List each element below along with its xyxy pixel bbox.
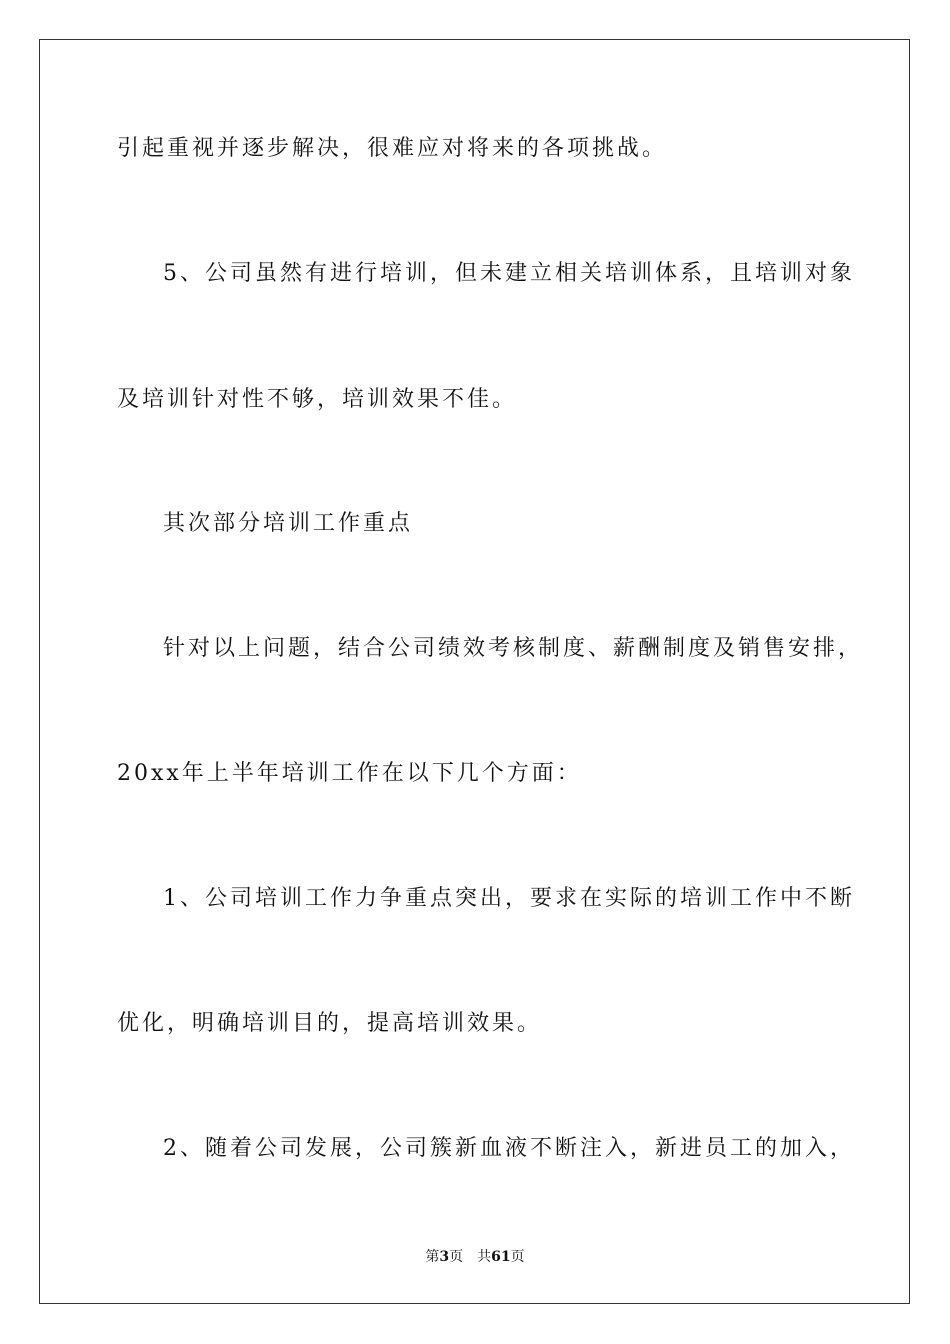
text-line-8: 优化，明确培训目的，提高培训效果。 [117,1011,543,1036]
text-line-2: 5、公司虽然有进行培训，但未建立相关培训体系，且培训对象 [163,261,855,286]
text-line-7: 1、公司培训工作力争重点突出，要求在实际的培训工作中不断 [163,886,855,911]
footer-page-prefix: 第 [425,1249,440,1265]
text-line-6: 20xx年上半年培训工作在以下几个方面： [117,761,582,786]
text-line-1: 引起重视并逐步解决，很难应对将来的各项挑战。 [117,136,668,161]
footer-page-number: 3 [439,1249,450,1265]
text-line-3: 及培训针对性不够，培训效果不佳。 [117,387,518,412]
footer-page-suffix: 页 [449,1249,464,1265]
text-line-5: 针对以上问题，结合公司绩效考核制度、薪酬制度及销售安排， [163,636,864,661]
text-line-9: 2、随着公司发展，公司簇新血液不断注入，新进员工的加入， [163,1136,855,1161]
page-footer [0,1247,950,1267]
page-border [39,39,910,1304]
footer-total-number: 61 [491,1249,511,1265]
footer-total-suffix: 页 [510,1249,525,1265]
section-heading: 其次部分培训工作重点 [163,511,414,536]
footer-total-prefix: 共 [477,1249,492,1265]
